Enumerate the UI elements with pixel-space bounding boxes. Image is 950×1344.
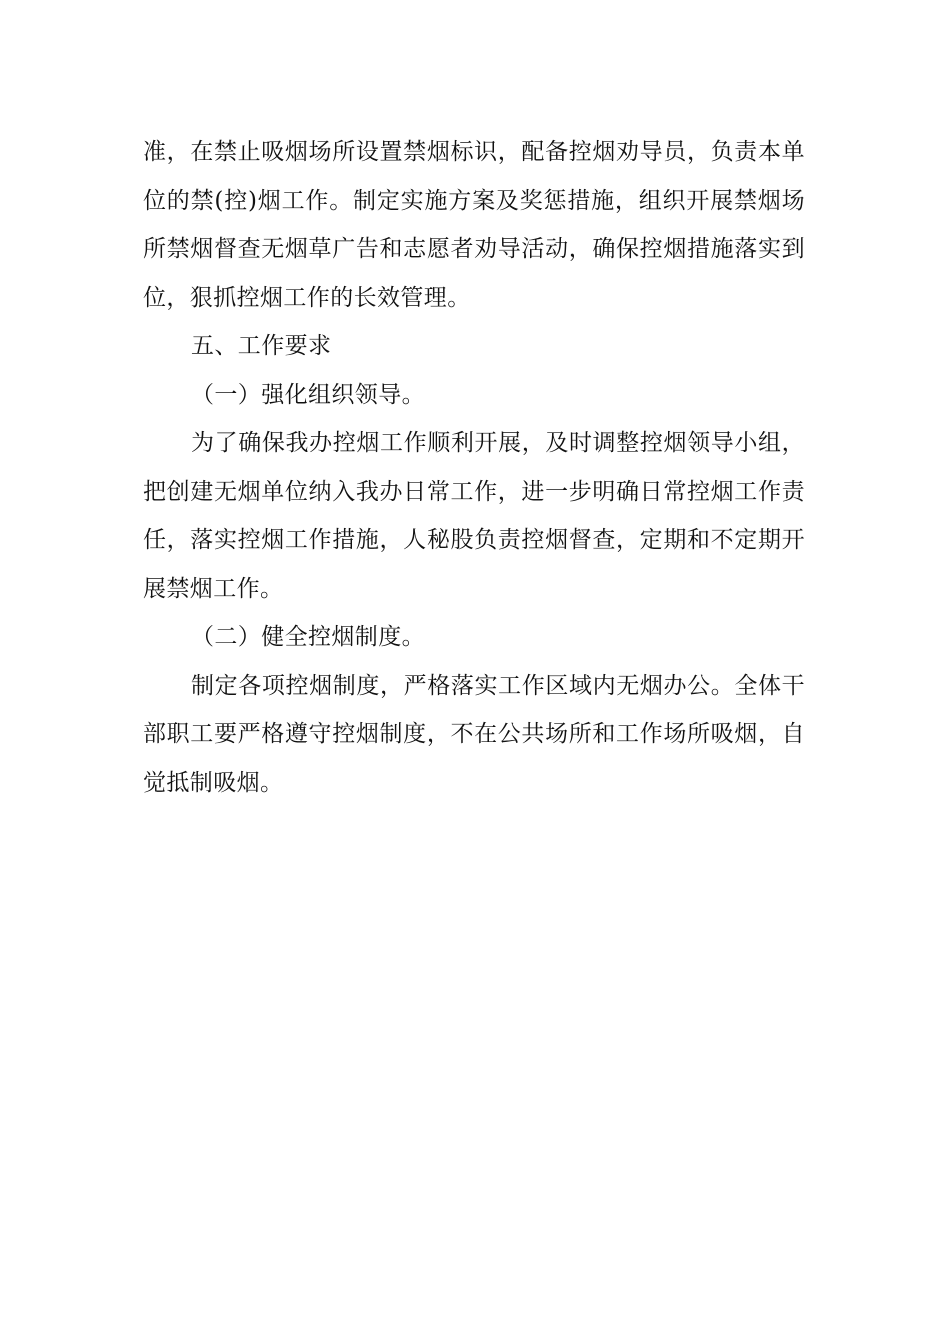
- paragraph-continuation: 准，在禁止吸烟场所设置禁烟标识，配备控烟劝导员，负责本单位的禁(控)烟工作。制定实施方案及奖惩措施，组织开展禁烟场所禁烟督查无烟草广告和志愿者劝导活动，确保控烟措施落实到位，狠抓控烟工作的长效管理。: [143, 139, 805, 311]
- document-body: [143, 128, 805, 807]
- paragraph-smoking-control-system: 制定各项控烟制度，严格落实工作区域内无烟办公。全体干部职工要严格遵守控烟制度，不在公共场所和工作场所吸烟，自觉抵制吸烟。: [143, 672, 805, 796]
- paragraph-organization-leadership: 为了确保我办控烟工作顺利开展，及时调整控烟领导小组，把创建无烟单位纳入我办日常工作，进一步明确日常控烟工作责任，落实控烟工作措施，人秘股负责控烟督查，定期和不定期开展禁烟工作。: [143, 430, 805, 602]
- sub-heading-smoking-control-system: （二）健全控烟制度。: [191, 624, 425, 650]
- section-heading-work-requirements: 五、工作要求: [191, 333, 332, 359]
- sub-heading-organization-leadership: （一）强化组织领导。: [191, 381, 425, 408]
